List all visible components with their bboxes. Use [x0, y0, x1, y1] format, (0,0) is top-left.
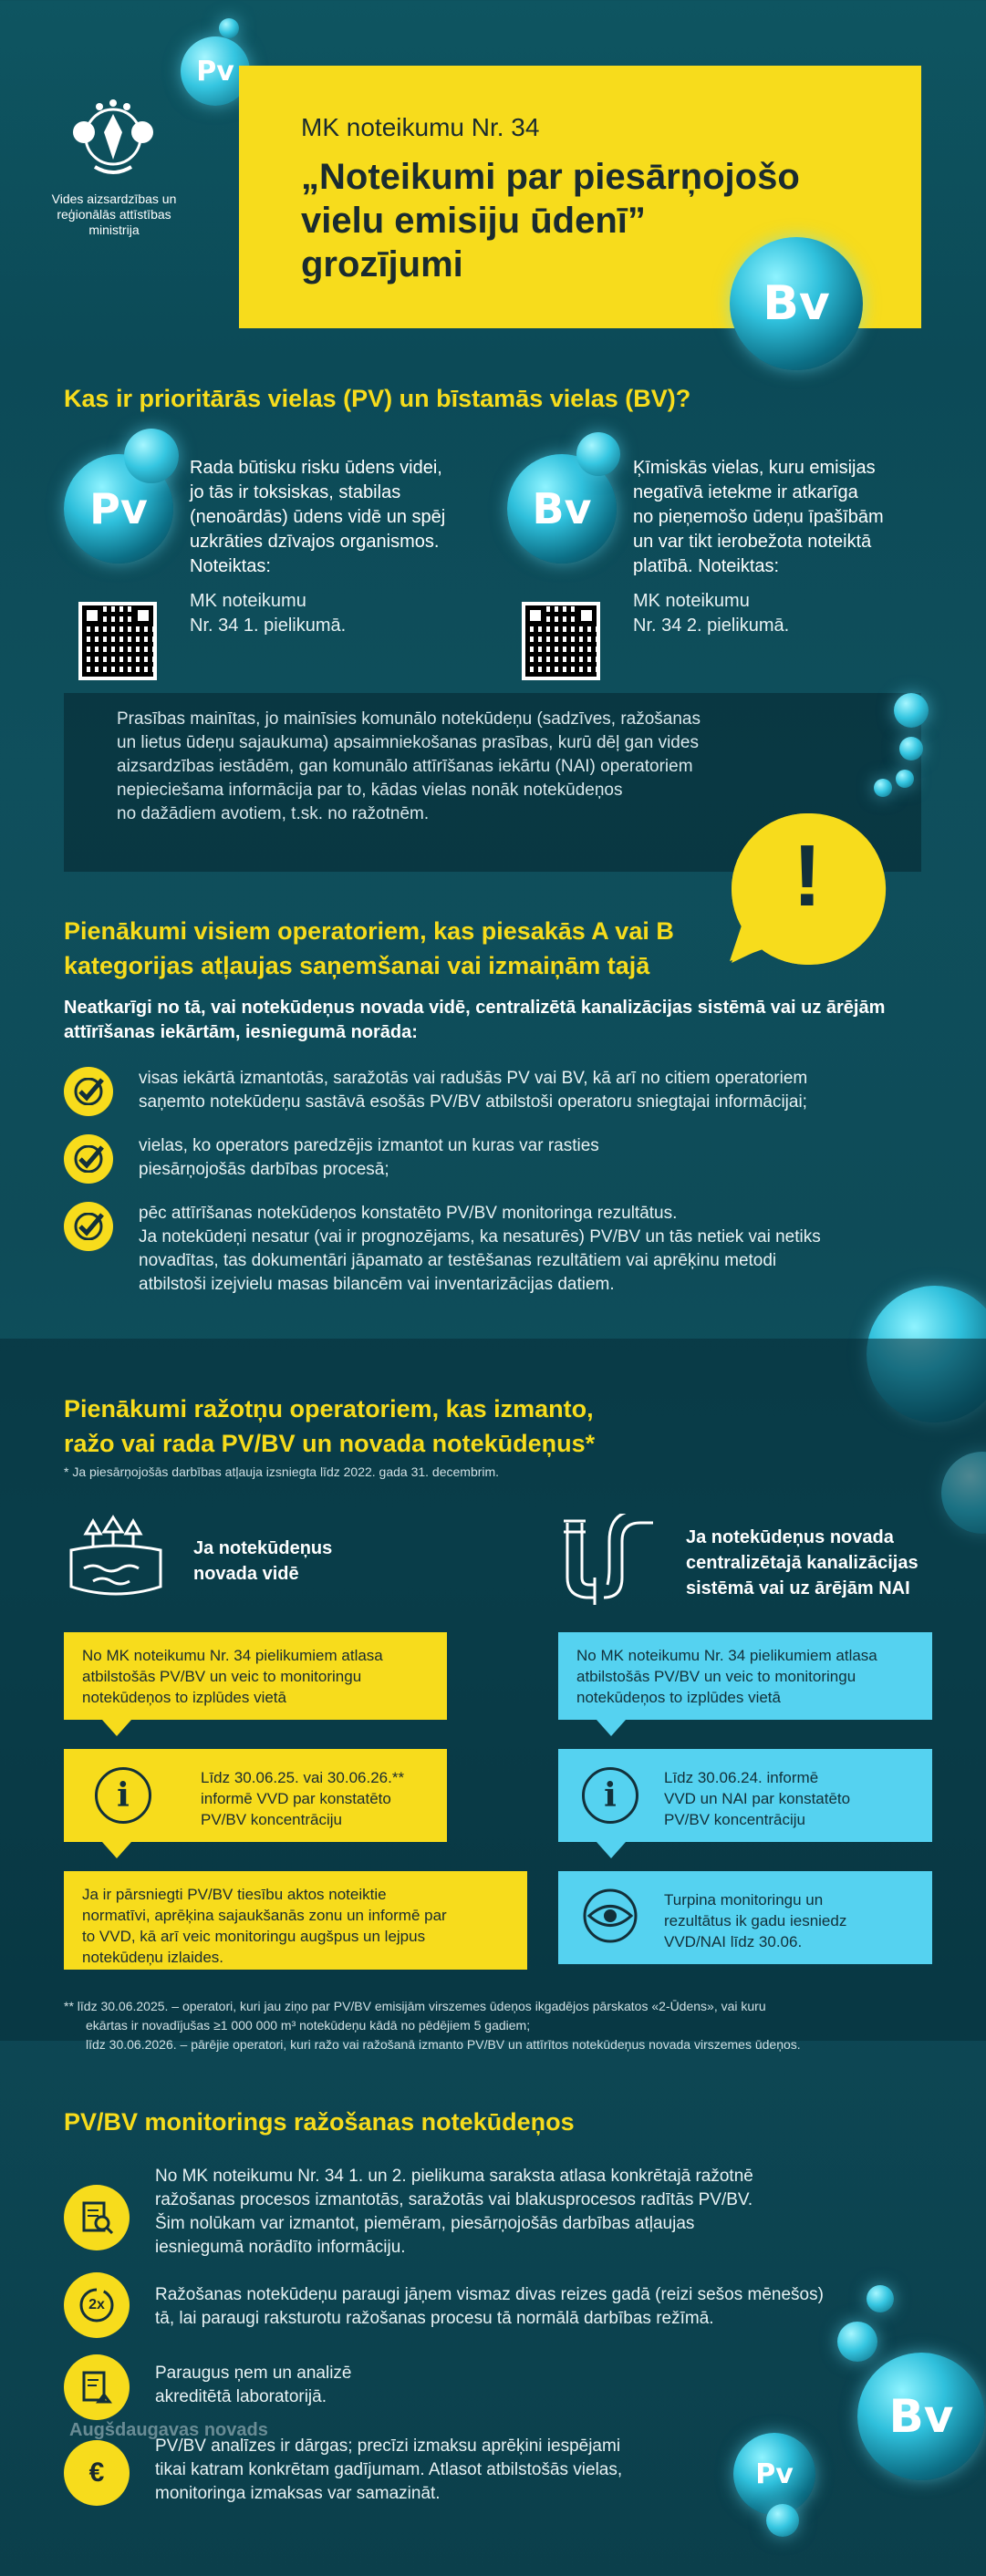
box-line: notekūdeņu izlaides.: [82, 1949, 224, 1966]
requirement-item-3: [139, 1202, 821, 1297]
item-line: pēc attīrīšanas notekūdeņos konstatēto PV/BV monitoringa rezultātus.: [139, 1204, 678, 1223]
title-line: novada vidē: [193, 1564, 299, 1584]
item-line: saņemto notekūdeņu sastāvā esošās PV/BV atbilstoši operatoru sniegtajai informācijai;: [139, 1092, 807, 1112]
heading-line: kategorijas atļaujas saņemšanai vai izmaiņām tajā: [64, 952, 650, 979]
box-line: VVD/NAI līdz 30.06.: [664, 1933, 803, 1950]
item-line: novadītas, tas dokumentāri jāpamato ar testēšanas rezultātiem vai aprēķinu metodi: [139, 1251, 777, 1270]
ministry-logo: [58, 87, 168, 187]
pv-ref-line: Nr. 34 1. pielikumā.: [190, 616, 347, 636]
monitoring-item-3: [155, 2362, 351, 2409]
note-line: ** līdz 30.06.2025. – operatori, kuri jau ziņo par PV/BV emisijām virszemes ūdeņos ikgadējos pārskatos «2-Ūdens», vai kuru: [64, 1999, 766, 2013]
item-line: monitoringa izmaksas var samazināt.: [155, 2484, 441, 2503]
title-line: grozījumi: [301, 244, 463, 284]
item-line: visas iekārtā izmantotās, saražotās vai radušās PV vai BV, kā arī no citiem operatoriem: [139, 1069, 808, 1088]
check-icon: [64, 1202, 113, 1251]
box-line: No MK noteikumu Nr. 34 pielikumiem atlasa: [82, 1647, 383, 1664]
box-line: rezultātus ik gadu iesniedz: [664, 1912, 847, 1929]
left-step-3: [64, 1871, 527, 1970]
lab-report-icon: [64, 2354, 130, 2420]
title-line: vielu emisiju ūdenī”: [301, 201, 646, 241]
right-column-title: [686, 1525, 919, 1601]
page-title: [301, 155, 800, 286]
decor-bubble: [219, 18, 239, 38]
item-line: akreditētā laboratorijā.: [155, 2387, 327, 2406]
info-note-text: [117, 708, 701, 826]
decor-bubble: [837, 2322, 877, 2362]
landscape-icon: [66, 1514, 166, 1605]
decor-bubble: [894, 693, 929, 728]
watermark-text: Augšdaugavas novads: [69, 2420, 268, 2440]
flow-arrow: [597, 1720, 626, 1736]
box-line: Ja ir pārsniegti PV/BV tiesību aktos noteiktie: [82, 1886, 387, 1903]
box-line: Līdz 30.06.25. vai 30.06.26.**: [201, 1769, 405, 1786]
bv-reference: [633, 589, 789, 638]
item-line: ražošanas procesos izmantotās, saražotās vai blakusprocesos radītās PV/BV.: [155, 2190, 753, 2209]
title-subtitle: MK noteikumu Nr. 34: [301, 113, 540, 141]
box-line: No MK noteikumu Nr. 34 pielikumiem atlasa: [576, 1647, 877, 1664]
item-line: Ražošanas notekūdeņu paraugi jāņem vismaz divas reizes gadā (reizi sešos mēnešos): [155, 2285, 824, 2304]
bv-description: [633, 456, 884, 579]
monitoring-item-1: [155, 2165, 753, 2260]
box-line: VVD un NAI par konstatēto: [664, 1790, 851, 1807]
pv-text-line: jo tās ir toksiskas, stabilas: [190, 482, 401, 502]
item-line: vielas, ko operators paredzējis izmantot un kuras var rasties: [139, 1136, 599, 1155]
decor-bubble: [899, 737, 923, 760]
title-line: „Noteikumi par piesārņojošo: [301, 157, 800, 197]
pipe-icon: [558, 1514, 659, 1605]
decor-bubble: [867, 2285, 894, 2312]
flow-arrow: [102, 1842, 131, 1858]
item-line: No MK noteikumu Nr. 34 1. un 2. pielikuma saraksta atlasa konkrētajā ražotnē: [155, 2167, 753, 2186]
intro-line: attīrīšanas iekārtām, iesniegumā norāda:: [64, 1022, 418, 1042]
bv-qr-code[interactable]: [522, 602, 600, 680]
pv-text-line: (nenoārdās) ūdens vidē un spēj: [190, 507, 446, 527]
box-line: Turpina monitoringu un: [664, 1891, 824, 1909]
ministry-line: ministrija: [88, 222, 140, 237]
ministry-line: Vides aizsardzības un: [51, 191, 177, 206]
bv-text-line: platībā. Noteiktas:: [633, 556, 780, 576]
note-line: ekārtas ir novadījušas ≥1 000 000 m³ notekūdeņu kādā no pēdējiem 5 gadiem;: [86, 2018, 531, 2033]
monitoring-item-4: [155, 2435, 622, 2506]
box-line: normatīvi, aprēķina sajaukšanās zonu un informē par: [82, 1907, 447, 1924]
bv-text-line: no pieņemošo ūdeņu īpašībām: [633, 507, 884, 527]
bv-text-line: negatīvā ietekme ir atkarīga: [633, 482, 858, 502]
bv-bubble: Bv: [507, 454, 617, 564]
section3-footnote: * Ja piesārņojošās darbības atļauja izsniegta līdz 2022. gada 31. decembrim.: [64, 1464, 500, 1479]
info-icon: i: [95, 1767, 151, 1824]
item-line: iesniegumā norādīto informāciju.: [155, 2238, 406, 2257]
note-line: aizsardzības iestādēm, gan komunālo attīrīšanas iekārtu (NAI) operatoriem: [117, 757, 693, 776]
check-icon: [64, 1067, 113, 1116]
note-line: un lietus ūdeņu sajaukuma) apsaimniekošanas prasības, kurū dēļ gan vides: [117, 733, 699, 752]
box-line: notekūdeņos to izplūdes vietā: [576, 1689, 781, 1706]
box-line: informē VVD par konstatēto: [201, 1790, 391, 1807]
note-line: nepieciešama informācija par to, kādas vielas nonāk notekūdeņos: [117, 781, 623, 800]
item-line: tikai katram konkrētam gadījumam. Atlasot atbilstošās vielas,: [155, 2460, 623, 2479]
title-line: sistēmā vai uz ārējām NAI: [686, 1578, 910, 1598]
box-line: PV/BV koncentrāciju: [201, 1811, 342, 1828]
pv-bubble-top: Pv: [181, 36, 250, 106]
item-line: Šim nolūkam var izmantot, piemēram, piesārņojošās darbības atļaujas: [155, 2214, 695, 2233]
exclamation-bubble: [726, 808, 888, 970]
requirement-item-1: [139, 1067, 807, 1114]
item-line: Ja notekūdeņi nesatur (vai ir prognozējams, ka nesaturēs) PV/BV un tās netiek vai netiks: [139, 1227, 821, 1247]
item-line: PV/BV analīzes ir dārgas; precīzi izmaksu aprēķini iespējami: [155, 2436, 621, 2456]
section2-heading: [64, 914, 674, 983]
twice-cycle-icon: [64, 2272, 130, 2338]
heading-line: Pienākumi ražotņu operatoriem, kas izmanto,: [64, 1395, 594, 1422]
ministry-line: reģionālās attīstības: [57, 207, 171, 222]
bv-bubble-bottom: Bv: [857, 2353, 985, 2480]
intro-line: Neatkarīgi no tā, vai notekūdeņus novada vidē, centralizētā kanalizācijas sistēmā vai uz ārējām: [64, 998, 886, 1018]
note-line: līdz 30.06.2026. – pārējie operatori, kuri ražo vai ražošanā izmanto PV/BV un attīrītos notekūdeņus novada virszemes ūdeņos.: [86, 2037, 801, 2052]
bv-text-line: Ķīmiskās vielas, kuru emisijas: [633, 458, 876, 478]
decor-bubble: [576, 432, 620, 476]
twice-label: 2x: [88, 2297, 105, 2312]
pv-reference: [190, 589, 346, 638]
section3-heading: [64, 1391, 595, 1461]
requirement-item-2: [139, 1134, 599, 1182]
decor-bubble: [896, 770, 914, 788]
pv-bubble: Pv: [64, 454, 173, 564]
pv-description: [190, 456, 445, 579]
bv-ref-line: Nr. 34 2. pielikumā.: [633, 616, 790, 636]
box-line: to VVD, kā arī veic monitoringu augšpus un lejpus: [82, 1928, 426, 1945]
pv-ref-line: MK noteikumu: [190, 591, 306, 611]
info-icon: i: [582, 1767, 638, 1824]
item-line: tā, lai paraugi raksturotu ražošanas procesu tā normālā darbības režīmā.: [155, 2309, 714, 2328]
title-line: centralizētajā kanalizācijas: [686, 1553, 919, 1573]
box-line: atbilstošās PV/BV un veic to monitoringu: [576, 1668, 856, 1685]
pv-qr-code[interactable]: [78, 602, 157, 680]
bv-ref-line: MK noteikumu: [633, 591, 750, 611]
ministry-name: [36, 191, 192, 238]
note-line: Prasības mainītas, jo mainīsies komunālo notekūdeņu (sadzīves, ražošanas: [117, 709, 701, 729]
decor-bubble: [766, 2504, 799, 2537]
section1-heading: Kas ir prioritārās vielas (PV) un bīstamās vielas (BV)?: [64, 385, 691, 412]
bv-bubble-top: Bv: [730, 237, 863, 370]
left-column-title: [193, 1536, 332, 1587]
note-line: no dažādiem avotiem, t.sk. no ražotnēm.: [117, 804, 430, 823]
box-line: Līdz 30.06.24. informē: [664, 1769, 819, 1786]
left-step-1: [64, 1632, 447, 1720]
section3-notes: [64, 1997, 801, 2054]
item-line: piesārņojošās darbības procesā;: [139, 1160, 389, 1179]
title-line: Ja notekūdeņus: [193, 1538, 333, 1558]
decor-bubble: [124, 429, 179, 483]
exclamation-mark: !: [793, 827, 822, 925]
box-line: notekūdeņos to izplūdes vietā: [82, 1689, 286, 1706]
coat-of-arms-icon: [58, 87, 168, 187]
flow-arrow: [597, 1842, 626, 1858]
box-line: PV/BV koncentrāciju: [664, 1811, 805, 1828]
decor-bubble: [874, 779, 892, 797]
eye-icon: [578, 1888, 642, 1944]
monitoring-item-2: [155, 2283, 824, 2331]
bv-text-line: un var tikt ierobežota noteiktā: [633, 532, 872, 552]
flow-arrow: [102, 1720, 131, 1736]
euro-label: €: [88, 2457, 105, 2488]
heading-line: ražo vai rada PV/BV un novada notekūdeņus*: [64, 1430, 596, 1457]
item-line: atbilstoši izejvielu masas bilancēm vai inventarizācijas datiem.: [139, 1275, 615, 1294]
pv-text-line: uzkrāties dzīvajos organismos.: [190, 532, 440, 552]
heading-line: Pienākumi visiem operatoriem, kas piesakās A vai B: [64, 917, 674, 945]
pv-text-line: Noteiktas:: [190, 556, 271, 576]
right-step-1: [558, 1632, 932, 1720]
document-search-icon: [64, 2185, 130, 2250]
pv-bubble-bottom: Pv: [733, 2433, 815, 2515]
euro-coins-icon: [64, 2440, 130, 2506]
title-line: Ja notekūdeņus novada: [686, 1527, 894, 1547]
item-line: Paraugus ņem un analizē: [155, 2364, 352, 2383]
section4-heading: PV/BV monitorings ražošanas notekūdeņos: [64, 2108, 575, 2136]
section2-intro: [64, 996, 885, 1045]
box-line: atbilstošās PV/BV un veic to monitoringu: [82, 1668, 362, 1685]
pv-text-line: Rada būtisku risku ūdens videi,: [190, 458, 442, 478]
check-icon: [64, 1134, 113, 1184]
